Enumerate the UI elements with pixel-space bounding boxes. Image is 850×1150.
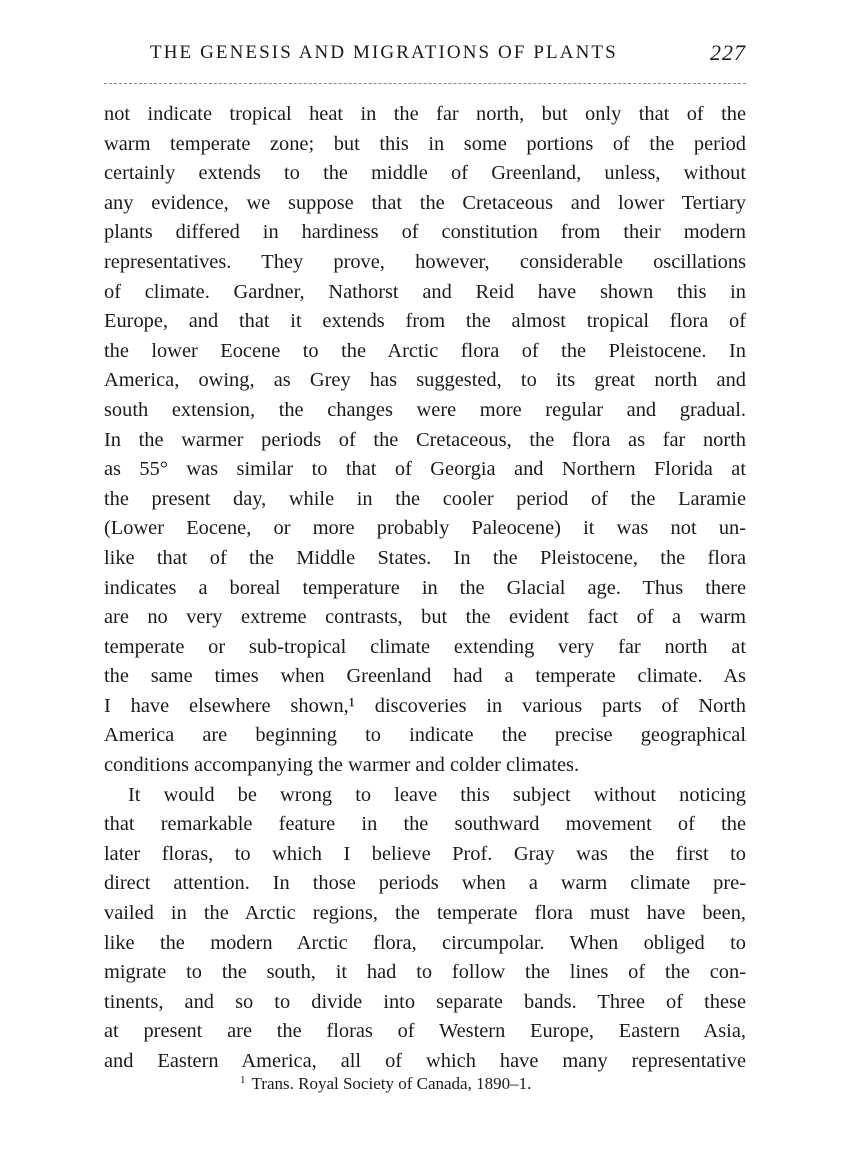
text-line: are no very extreme contrasts, but the evident fact of a warm [104, 606, 746, 629]
text-line: I have elsewhere shown,¹ discoveries in various parts of North [104, 694, 746, 717]
text-line: representatives. They prove, however, considerable oscillations [104, 250, 746, 273]
text-line: conditions accompanying the warmer and colder climates. [104, 754, 580, 777]
text-line: of climate. Gardner, Nathorst and Reid have shown this in [104, 280, 746, 303]
text-line: at present are the floras of Western Europe, Eastern Asia, [104, 1020, 746, 1043]
text-line: like the modern Arctic flora, circumpolar. When obliged to [104, 931, 746, 954]
text-line: the present day, while in the cooler period of the Laramie [104, 487, 746, 510]
text-line: later floras, to which I believe Prof. Gray was the first to [104, 842, 746, 865]
text-line: It would be wrong to leave this subject without noticing [128, 783, 746, 806]
text-line: as 55° was similar to that of Georgia and Northern Florida at [104, 458, 746, 481]
text-line: certainly extends to the middle of Greenland, unless, without [104, 162, 746, 185]
text-line: America are beginning to indicate the precise geographical [104, 724, 746, 747]
footnote [240, 1074, 531, 1094]
body-text [104, 100, 746, 1077]
text-line: migrate to the south, it had to follow the lines of the con- [104, 961, 746, 984]
page-number: 227 [710, 40, 746, 65]
text-line: warm temperate zone; but this in some portions of the period [104, 132, 746, 155]
text-line: America, owing, as Grey has suggested, to its great north and [104, 369, 746, 392]
text-line: Europe, and that it extends from the almost tropical flora of [104, 310, 746, 333]
text-line: the lower Eocene to the Arctic flora of the Pleistocene. In [104, 339, 746, 362]
text-line: tinents, and so to divide into separate bands. Three of these [104, 990, 746, 1013]
text-line: direct attention. In those periods when a warm climate pre- [104, 872, 746, 895]
text-line: vailed in the Arctic regions, the temperate flora must have been, [104, 902, 746, 925]
text-line: (Lower Eocene, or more probably Paleocene) it was not un- [104, 517, 746, 540]
text-line: In the warmer periods of the Cretaceous, the flora as far north [104, 428, 746, 451]
text-line: plants differed in hardiness of constitution from their modern [104, 221, 746, 244]
header-rule [104, 83, 746, 84]
text-line: not indicate tropical heat in the far north, but only that of the [104, 103, 746, 125]
text-line: and Eastern America, all of which have many representative [104, 1050, 746, 1072]
running-head [104, 42, 746, 72]
text-line: south extension, the changes were more regular and gradual. [104, 398, 746, 421]
text-line: indicates a boreal temperature in the Glacial age. Thus there [104, 576, 746, 599]
text-line: like that of the Middle States. In the Pleistocene, the flora [104, 546, 746, 569]
text-line: temperate or sub-tropical climate extending very far north at [104, 635, 746, 658]
running-title: THE GENESIS AND MIGRATIONS OF PLANTS [150, 42, 618, 63]
text-line: any evidence, we suppose that the Cretaceous and lower Tertiary [104, 191, 746, 214]
footnote-marker: 1 [240, 1074, 246, 1086]
text-line: that remarkable feature in the southward movement of the [104, 813, 746, 836]
text-line: the same times when Greenland had a temperate climate. As [104, 665, 746, 688]
footnote-text: Trans. Royal Society of Canada, 1890–1. [251, 1074, 532, 1093]
